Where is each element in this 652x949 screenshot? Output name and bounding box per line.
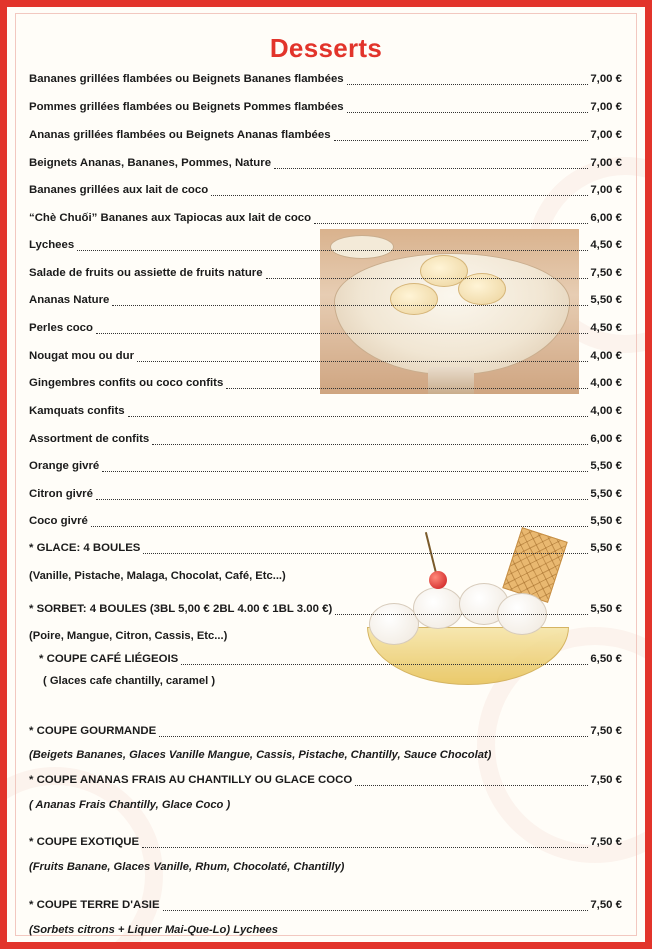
item-name: * GLACE: 4 BOULES [29, 542, 141, 554]
menu-item [29, 774, 622, 790]
item-name: “Chè Chuối” Bananes aux Tapiocas aux lait de coco [29, 212, 312, 224]
item-description: (Fruits Banane, Glaces Vanille, Rhum, Chocolaté, Chantilly) [29, 861, 345, 873]
item-price: 7,00 € [590, 157, 622, 169]
menu-item [39, 653, 622, 669]
menu-item [29, 129, 622, 145]
item-price: 6,00 € [590, 212, 622, 224]
item-name: * COUPE ANANAS FRAIS AU CHANTILLY OU GLACE COCO [29, 774, 353, 786]
background-swirl [0, 767, 163, 949]
menu-item [29, 405, 622, 421]
item-price: 5,50 € [590, 515, 622, 527]
menu-item [29, 101, 622, 117]
dot-leader [335, 612, 588, 615]
item-price: 4,50 € [590, 239, 622, 251]
item-price: 7,50 € [590, 899, 622, 911]
item-name: Lychees [29, 239, 75, 251]
item-name: * COUPE CAFÉ LIÉGEOIS [39, 653, 179, 665]
item-name: Bananes grillées aux lait de coco [29, 184, 209, 196]
item-price: 7,50 € [590, 267, 622, 279]
dot-leader [347, 110, 589, 113]
item-description: (Vanille, Pistache, Malaga, Chocolat, Café, Etc...) [29, 570, 286, 582]
dot-leader [128, 414, 589, 417]
item-price: 5,50 € [590, 603, 622, 615]
item-price: 5,50 € [590, 460, 622, 472]
item-price: 5,50 € [590, 488, 622, 500]
menu-item [29, 212, 622, 228]
menu-item [29, 460, 622, 476]
dot-leader [142, 845, 588, 848]
menu-item [29, 515, 622, 531]
item-name: Nougat mou ou dur [29, 350, 135, 362]
menu-item [29, 350, 622, 366]
dot-leader [314, 221, 588, 224]
item-name: * COUPE TERRE D'ASIE [29, 899, 160, 911]
menu-item [29, 267, 622, 283]
item-price: 7,50 € [590, 774, 622, 786]
item-name: Salade de fruits ou assiette de fruits nature [29, 267, 263, 279]
dot-leader [274, 166, 588, 169]
dot-leader [91, 524, 588, 527]
cherry-shape [429, 571, 447, 589]
item-price: 7,00 € [590, 129, 622, 141]
item-name: Coco givré [29, 515, 88, 527]
dot-leader [112, 303, 588, 306]
dot-leader [226, 386, 588, 389]
menu-item [29, 433, 622, 449]
menu-item [29, 157, 622, 173]
dot-leader [137, 359, 588, 362]
item-name: Bananes grillées flambées ou Beignets Bananes flambées [29, 73, 344, 85]
item-description: ( Ananas Frais Chantilly, Glace Coco ) [29, 799, 231, 811]
item-price: 7,00 € [590, 101, 622, 113]
item-price: 7,50 € [590, 725, 622, 737]
dot-leader [181, 662, 588, 665]
item-name: * SORBET: 4 BOULES (3BL 5,00 € 2BL 4.00 € 1BL 3.00 €) [29, 603, 333, 615]
item-price: 5,50 € [590, 542, 622, 554]
item-price: 7,50 € [590, 836, 622, 848]
item-price: 5,50 € [590, 294, 622, 306]
dot-leader [334, 138, 589, 141]
item-name: Pommes grillées flambées ou Beignets Pommes flambées [29, 101, 344, 113]
item-name: * COUPE GOURMANDE [29, 725, 157, 737]
item-price: 4,00 € [590, 405, 622, 417]
item-name: * COUPE EXOTIQUE [29, 836, 140, 848]
dot-leader [347, 82, 589, 85]
item-name: Orange givré [29, 460, 100, 472]
menu-item [29, 488, 622, 504]
item-price: 4,00 € [590, 377, 622, 389]
menu-item [29, 184, 622, 200]
menu-item [29, 239, 622, 255]
menu-item [29, 322, 622, 338]
dot-leader [266, 276, 589, 279]
item-price: 6,50 € [590, 653, 622, 665]
dot-leader [211, 193, 588, 196]
dot-leader [96, 331, 588, 334]
dot-leader [96, 497, 588, 500]
item-price: 4,00 € [590, 350, 622, 362]
menu-item [29, 73, 622, 89]
menu-item [29, 542, 622, 558]
dot-leader [163, 908, 589, 911]
item-description: ( Glaces cafe chantilly, caramel ) [43, 675, 216, 687]
dot-leader [355, 783, 588, 786]
item-name: Citron givré [29, 488, 93, 500]
item-name: Beignets Ananas, Bananes, Pommes, Nature [29, 157, 272, 169]
item-name: Ananas grillées flambées ou Beignets Ananas flambées [29, 129, 331, 141]
item-name: Perles coco [29, 322, 93, 334]
item-description: (Sorbets citrons + Liquer Mai-Que-Lo) Lychees [29, 924, 278, 936]
menu-item [29, 603, 622, 619]
item-name: Kamquats confits [29, 405, 125, 417]
wafer-shape [502, 527, 567, 603]
menu-item [29, 836, 622, 852]
item-name: Assortment de confits [29, 433, 150, 445]
dot-leader [143, 551, 588, 554]
dot-leader [77, 248, 588, 251]
menu-item [29, 377, 622, 393]
item-price: 6,00 € [590, 433, 622, 445]
item-price: 7,00 € [590, 184, 622, 196]
item-name: Gingembres confits ou coco confits [29, 377, 224, 389]
item-price: 7,00 € [590, 73, 622, 85]
item-description: (Poire, Mangue, Citron, Cassis, Etc...) [29, 630, 228, 642]
item-name: Ananas Nature [29, 294, 110, 306]
item-price: 4,50 € [590, 322, 622, 334]
dot-leader [102, 469, 588, 472]
page-title: Desserts [269, 33, 383, 63]
dot-leader [152, 442, 588, 445]
menu-item [29, 899, 622, 915]
menu-item [29, 725, 622, 741]
menu-item [29, 294, 622, 310]
dot-leader [159, 734, 588, 737]
item-description: (Beigets Bananes, Glaces Vanille Mangue, Cassis, Pistache, Chantilly, Sauce Chocolat) [29, 749, 492, 761]
